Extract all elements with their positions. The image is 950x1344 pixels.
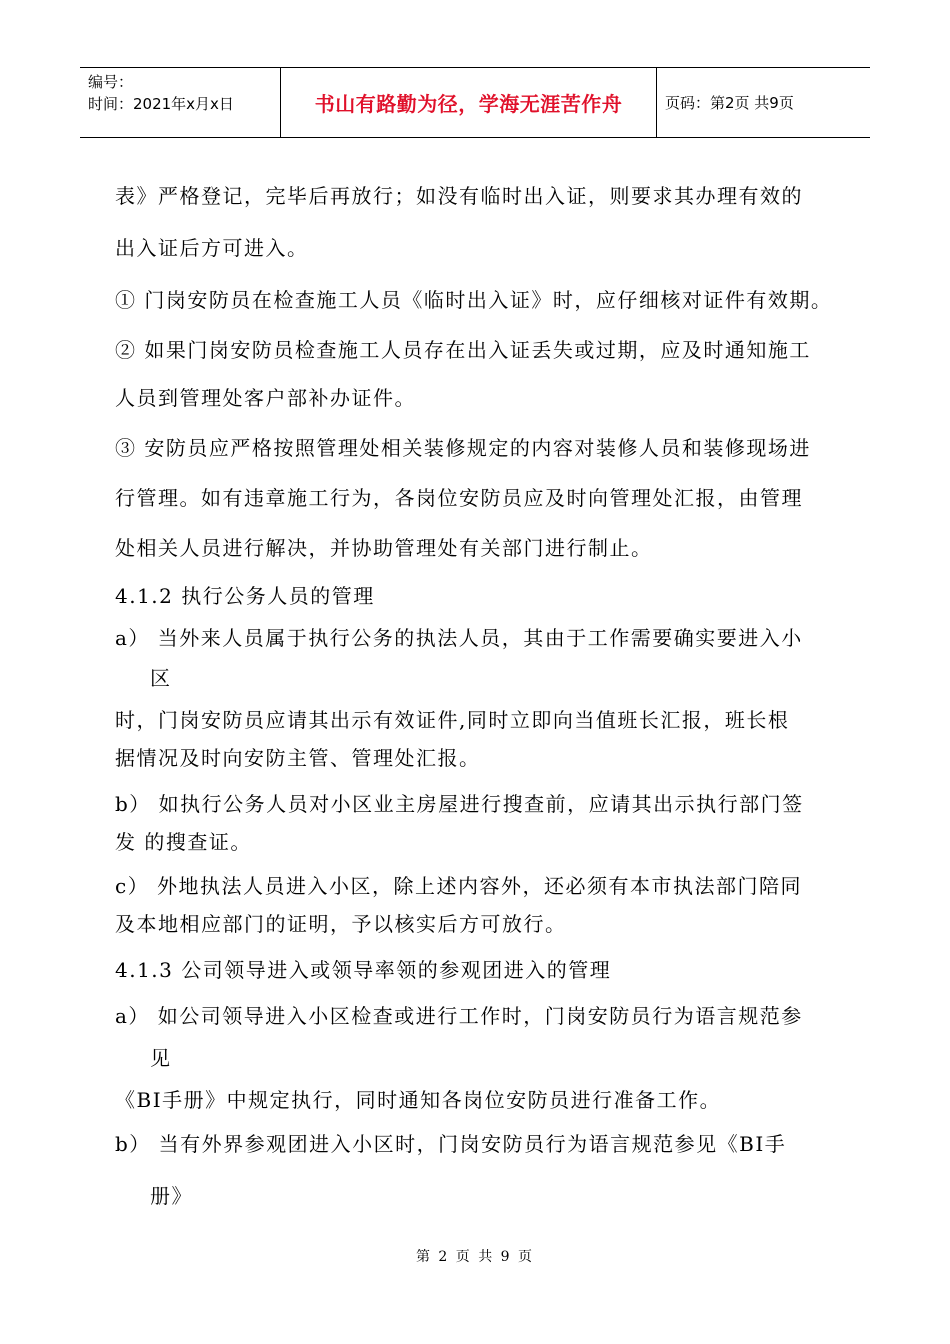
body-line: 见 xyxy=(150,1046,172,1070)
body-line: ③ 安防员应严格按照管理处相关装修规定的内容对装修人员和装修现场进 xyxy=(115,436,811,460)
page-header xyxy=(80,67,870,138)
header-page-number: 页码：第2页 共9页 xyxy=(665,94,794,112)
section-heading: 4.1.3 公司领导进入或领导率领的参观团进入的管理 xyxy=(115,958,612,982)
body-line: 表》严格登记，完毕后再放行；如没有临时出入证，则要求其办理有效的 xyxy=(115,184,803,208)
header-motto: 书山有路勤为径，学海无涯苦作舟 xyxy=(281,68,657,137)
body-line: 行管理。如有违章施工行为，各岗位安防员应及时向管理处汇报，由管理 xyxy=(115,486,803,510)
body-line: 册》 xyxy=(150,1184,193,1208)
body-line: 及本地相应部门的证明，予以核实后方可放行。 xyxy=(115,912,567,936)
body-line: 发 的搜查证。 xyxy=(115,830,252,854)
header-meta xyxy=(80,68,281,137)
body-line: b） 当有外界参观团进入小区时，门岗安防员行为语言规范参见《BI手 xyxy=(115,1132,787,1156)
body-line: 处相关人员进行解决，并协助管理处有关部门进行制止。 xyxy=(115,536,653,560)
body-line: 区 xyxy=(150,666,172,690)
body-line: 时，门岗安防员应请其出示有效证件,同时立即向当值班长汇报，班长根 xyxy=(115,708,790,732)
body-line: 人员到管理处客户部补办证件。 xyxy=(115,386,416,410)
body-line: ① 门岗安防员在检查施工人员《临时出入证》时，应仔细核对证件有效期。 xyxy=(115,288,833,312)
document-number-label: 编号： xyxy=(88,73,134,91)
body-line: 据情况及时向安防主管、管理处汇报。 xyxy=(115,746,481,770)
body-line: a） 当外来人员属于执行公务的执法人员，其由于工作需要确实要进入小 xyxy=(115,626,803,650)
body-line: b） 如执行公务人员对小区业主房屋进行搜查前，应请其出示执行部门签 xyxy=(115,792,804,816)
body-line: 出入证后方可进入。 xyxy=(115,236,309,260)
body-line: 《BI手册》中规定执行，同时通知各岗位安防员进行准备工作。 xyxy=(115,1088,722,1112)
body-line: c） 外地执法人员进入小区，除上述内容外，还必须有本市执法部门陪同 xyxy=(115,874,803,898)
body-line: ② 如果门岗安防员检查施工人员存在出入证丢失或过期，应及时通知施工 xyxy=(115,338,811,362)
page-footer: 第 2 页 共 9 页 xyxy=(415,1249,535,1265)
body-line: a） 如公司领导进入小区检查或进行工作时，门岗安防员行为语言规范参 xyxy=(115,1004,803,1028)
section-heading: 4.1.2 执行公务人员的管理 xyxy=(115,584,375,608)
document-time-label: 时间：2021年x月x日 xyxy=(88,95,234,113)
